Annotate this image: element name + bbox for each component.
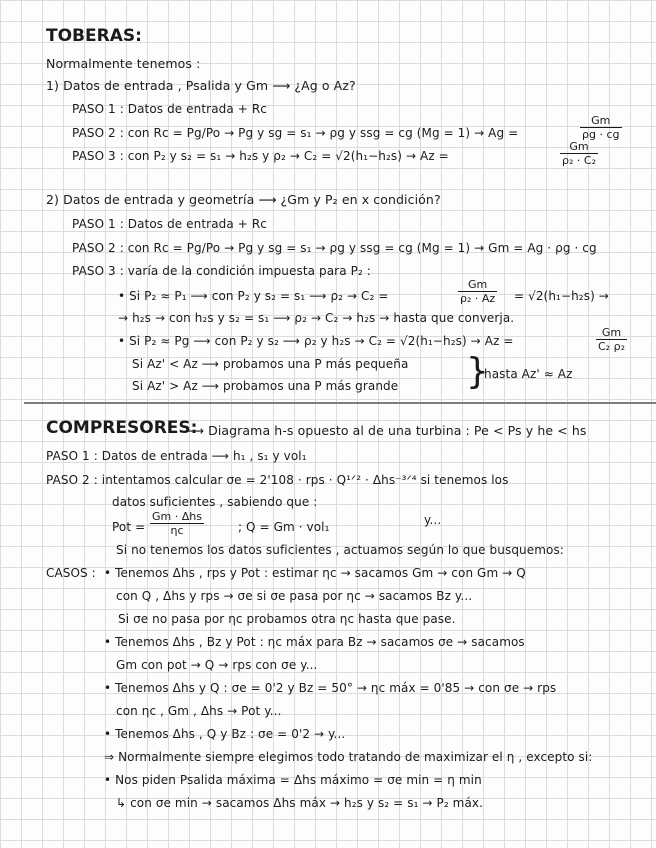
toberas-intro: Normalmente tenemos : xyxy=(46,56,201,71)
caso1-line3: Si σe no pasa por ηc probamos otra ηc hasta que pase. xyxy=(118,612,456,626)
fraction-denominator: ρ₂ · C₂ xyxy=(562,154,596,167)
case1-paso1: PASO 1 : Datos de entrada + Rc xyxy=(72,102,267,116)
pot-label: Pot = xyxy=(112,520,146,534)
caso1-line2: con Q , Δhs y rps → σe si σe pasa por ηc → sacamos Bz y... xyxy=(116,589,473,603)
case2-bullet1-line1: • Si P₂ ≈ P₁ ⟶ con P₂ y s₂ = s₁ ⟶ ρ₂ → C₂ = xyxy=(118,289,389,303)
casos-label: CASOS : xyxy=(46,566,96,580)
case2-bullet1-tail: = √2(h₁−h₂s) → xyxy=(514,289,609,303)
fraction-numerator: Gm xyxy=(580,114,622,128)
compresores-title-note: ⟶ Diagrama h-s opuesto al de una turbina : Pe < Ps y he < hs xyxy=(186,423,587,438)
pot-fraction xyxy=(150,510,204,537)
fraction-numerator: Gm xyxy=(560,140,598,154)
caso3-line1: • Tenemos Δhs y Q : σe = 0'2 y Bz = 50° → ηc máx = 0'85 → con σe → rps xyxy=(104,681,557,695)
case2-bullet1-line2: → h₂s → con h₂s y s₂ = s₁ ⟶ ρ₂ → C₂ → h₂s → hasta que converja. xyxy=(118,311,515,325)
case2-condition-smaller: Si Az' < Az ⟶ probamos una P más pequeña xyxy=(132,357,409,371)
caso2-line2: Gm con pot → Q → rps con σe y... xyxy=(116,658,318,672)
compresores-paso2-cont: datos suficientes , sabiendo que : xyxy=(112,495,318,509)
case2-paso1: PASO 1 : Datos de entrada + Rc xyxy=(72,217,267,231)
fraction-denominator: C₂ ρ₂ xyxy=(598,340,625,353)
case2-heading: 2) Datos de entrada y geometría ⟶ ¿Gm y P₂ en x condición? xyxy=(46,192,441,207)
section-divider xyxy=(24,402,656,404)
case1-paso2: PASO 2 : con Rc = Pg/Po → Pg y sg = s₁ → ρg y ssg = cg (Mg = 1) → Ag = xyxy=(72,126,519,140)
pot-etc: y... xyxy=(424,513,442,527)
fraction-denominator: ηc xyxy=(170,524,184,537)
case2-paso2: PASO 2 : con Rc = Pg/Po → Pg y sg = s₁ → ρg y ssg = cg (Mg = 1) → Gm = Ag · ρg · cg xyxy=(72,241,597,255)
toberas-title: TOBERAS: xyxy=(46,26,142,46)
exception-line2: ↳ con σe min → sacamos Δhs máx → h₂s y s₂ = s₁ → P₂ máx. xyxy=(116,796,484,810)
caso2-line1: • Tenemos Δhs , Bz y Pot : ηc máx para Bz → sacamos σe → sacamos xyxy=(104,635,525,649)
case2-condition-result: hasta Az' ≈ Az xyxy=(484,367,573,381)
compresores-paso2: PASO 2 : intentamos calcular σe = 2'108 · rps · Q¹ᐟ² · Δhs⁻³ᐟ⁴ si tenemos los xyxy=(46,473,509,487)
no-data-note: Si no tenemos los datos suficientes , actuamos según lo que busquemos: xyxy=(116,543,564,557)
exception-line1: • Nos piden Psalida máxima = Δhs máximo = σe min = η min xyxy=(104,773,482,787)
case1-paso3: PASO 3 : con P₂ y s₂ = s₁ → h₂s y ρ₂ → C₂ = √2(h₁−h₂s) → Az = xyxy=(72,149,449,163)
compresores-title: COMPRESORES: xyxy=(46,418,198,438)
caso1-line1: • Tenemos Δhs , rps y Pot : estimar ηc → sacamos Gm → con Gm → Q xyxy=(104,566,526,580)
fraction-numerator: Gm xyxy=(458,278,497,292)
caso4-line1: • Tenemos Δhs , Q y Bz : σe = 0'2 → y... xyxy=(104,727,346,741)
fraction-numerator: Gm · Δhs xyxy=(152,510,202,523)
case2-bullet1-fraction xyxy=(458,278,497,305)
compresores-paso1: PASO 1 : Datos de entrada ⟶ h₁ , s₁ y vol₁ xyxy=(46,449,307,463)
case1-heading: 1) Datos de entrada , Psalida y Gm ⟶ ¿Ag o Az? xyxy=(46,78,356,93)
normal-note: ⇒ Normalmente siempre elegimos todo tratando de maximizar el η , excepto si: xyxy=(104,750,593,764)
q-formula: ; Q = Gm · vol₁ xyxy=(238,520,330,534)
case2-condition-larger: Si Az' > Az ⟶ probamos una P más grande xyxy=(132,379,399,393)
case1-paso2-fraction xyxy=(580,114,622,141)
fraction-denominator: ρ₂ · Az xyxy=(460,292,496,305)
caso3-line2: con ηc , Gm , Δhs → Pot y... xyxy=(116,704,282,718)
case1-paso3-fraction xyxy=(560,140,598,167)
fraction-denominator: ρg · cg xyxy=(582,128,620,141)
case2-bullet2: • Si P₂ ≈ Pg ⟶ con P₂ y s₂ ⟶ ρ₂ y h₂s → C₂ = √2(h₁−h₂s) → Az = xyxy=(118,334,514,348)
fraction-numerator: Gm xyxy=(596,326,627,340)
case2-paso3: PASO 3 : varía de la condición impuesta para P₂ : xyxy=(72,264,371,278)
curly-brace-icon: } xyxy=(466,351,489,392)
case2-bullet2-fraction xyxy=(596,326,627,353)
